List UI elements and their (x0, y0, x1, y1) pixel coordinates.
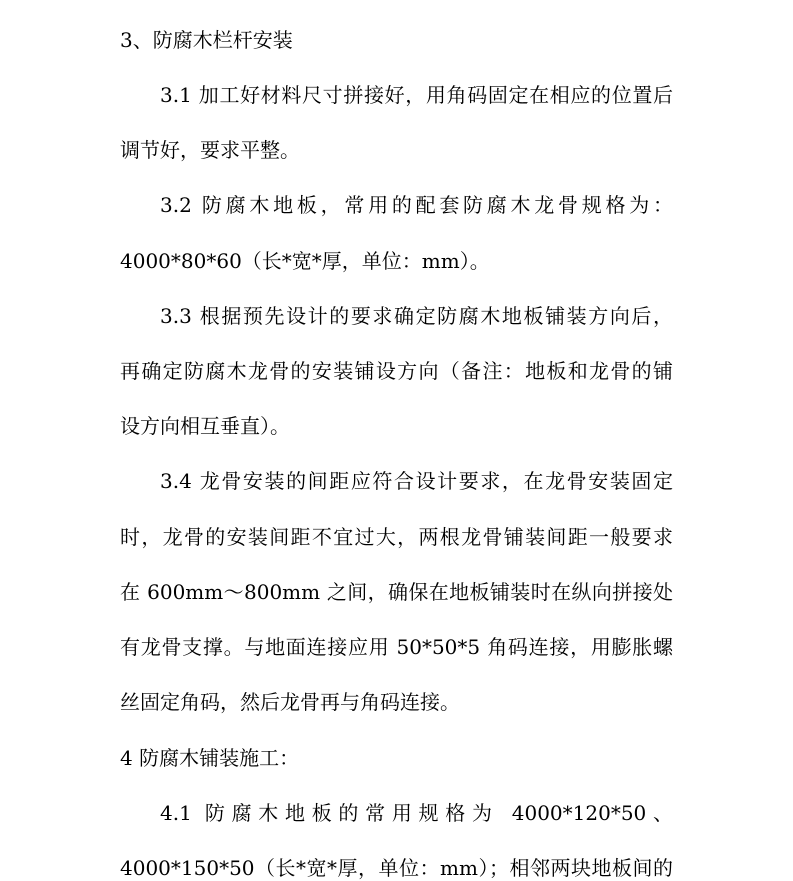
paragraph-3-2-line-2: 4000*80*60（长*宽*厚，单位：mm）。 (120, 249, 490, 273)
paragraph-3-4-line-4: 有龙骨支撑。与地面连接应用 50*50*5 角码连接，用膨胀螺 (120, 635, 673, 659)
paragraph-3-3-line-2: 再确定防腐木龙骨的安装铺设方向（备注：地板和龙骨的铺 (120, 359, 673, 383)
paragraph-3-1-line-2: 调节好，要求平整。 (120, 138, 300, 162)
paragraph-3-4-line-3: 在 600mm～800mm 之间，确保在地板铺装时在纵向拼接处 (120, 580, 673, 604)
paragraph-3-1-line-1: 3.1 加工好材料尺寸拼接好，用角码固定在相应的位置后 (160, 83, 673, 107)
paragraph-3-4-line-1: 3.4 龙骨安装的间距应符合设计要求，在龙骨安装固定 (160, 469, 673, 493)
heading-section-4: 4 防腐木铺装施工： (120, 746, 300, 770)
heading-section-3: 3、防腐木栏杆安装 (120, 28, 293, 52)
paragraph-3-4-line-5: 丝固定角码，然后龙骨再与角码连接。 (120, 690, 460, 714)
paragraph-3-2-line-1: 3.2 防腐木地板，常用的配套防腐木龙骨规格为： (160, 193, 673, 217)
paragraph-3-4-line-2: 时，龙骨的安装间距不宜过大，两根龙骨铺装间距一般要求 (120, 525, 673, 549)
paragraph-3-3-line-1: 3.3 根据预先设计的要求确定防腐木地板铺装方向后， (160, 304, 673, 328)
paragraph-4-1-line-1: 4.1 防腐木地板的常用规格为 4000*120*50、 (160, 801, 673, 825)
paragraph-4-1-line-2: 4000*150*50（长*宽*厚，单位：mm）；相邻两块地板间的 (120, 856, 673, 880)
paragraph-3-3-line-3: 设方向相互垂直）。 (120, 414, 290, 438)
